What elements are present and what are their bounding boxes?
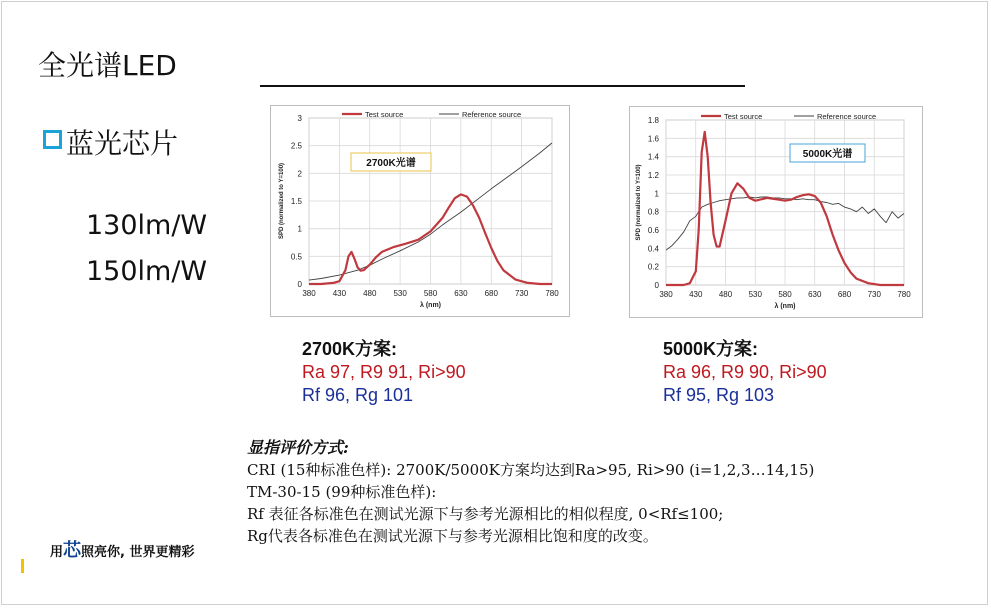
x-tick-label: 680	[837, 290, 852, 299]
y-tick-label: 0	[297, 280, 302, 289]
y-tick-label: 1	[297, 224, 302, 234]
x-tick-label: 430	[689, 290, 703, 299]
y-tick-label: 2	[297, 169, 302, 179]
x-tick-label: 680	[484, 289, 498, 298]
y-tick-label: 2.5	[290, 141, 302, 151]
spectrum-annotation: 2700K光谱	[366, 158, 416, 169]
y-tick-label: 0.6	[647, 226, 659, 235]
chart-5000k	[629, 106, 923, 318]
scheme-5000k-header: 5000K方案:	[663, 339, 759, 359]
y-tick-label: 1.8	[647, 116, 659, 125]
y-tick-label: 1.2	[647, 171, 659, 180]
y-tick-label: 1	[654, 189, 659, 199]
chart-5000k-svg	[630, 107, 922, 317]
notes-line-tm30: TM-30-15 (99种标准色样):	[247, 483, 437, 501]
slide-title: 全光谱LED	[38, 49, 177, 82]
x-tick-label: 530	[393, 289, 407, 298]
chart-2700k-svg	[271, 106, 569, 316]
evaluation-notes	[247, 437, 814, 547]
legend-label: Test source	[724, 112, 763, 121]
slogan-suffix: 照亮你, 世界更精彩	[81, 545, 195, 560]
efficacy-2: 150lm/W	[86, 256, 208, 287]
chart-2700k	[270, 105, 570, 317]
x-tick-label: 780	[897, 290, 911, 299]
notes-title: 显指评价方式:	[247, 438, 349, 457]
scheme-2700k-cri: Ra 97, R9 91, Ri>90	[302, 362, 466, 382]
x-axis-label: λ (nm)	[420, 302, 441, 309]
scheme-5000k	[663, 338, 827, 407]
x-tick-label: 780	[545, 289, 559, 298]
x-tick-label: 530	[748, 290, 762, 299]
accent-bar	[21, 559, 24, 573]
y-tick-label: 3	[297, 114, 302, 123]
spectrum-annotation: 5000K光谱	[802, 149, 853, 160]
x-tick-label: 480	[363, 289, 377, 298]
y-tick-label: 1.4	[647, 152, 659, 162]
slogan-prefix: 用	[50, 545, 64, 560]
notes-line-rg: Rg代表各标准色在测试光源下与参考光源相比饱和度的改变。	[247, 527, 658, 545]
x-tick-label: 430	[332, 289, 347, 298]
title-underline	[260, 85, 745, 87]
bullet-square-icon	[43, 130, 62, 149]
y-tick-label: 0.8	[647, 207, 659, 217]
slogan	[50, 536, 194, 562]
efficacy-1: 130lm/W	[86, 210, 208, 241]
scheme-5000k-tm30: Rf 95, Rg 103	[663, 385, 775, 405]
legend-label: Test source	[365, 110, 404, 119]
scheme-2700k-tm30: Rf 96, Rg 101	[302, 385, 414, 405]
y-tick-label: 0.5	[290, 252, 302, 262]
x-tick-label: 630	[454, 289, 468, 298]
bullet-heading: 蓝光芯片	[66, 127, 179, 160]
notes-line-cri: CRI (15种标准色样): 2700K/5000K方案均达到Ra>95, Ri>90 (i=1,2,3…14,15)	[247, 461, 815, 479]
x-tick-label: 580	[778, 290, 792, 299]
y-tick-label: 0	[654, 281, 659, 290]
slogan-emphasis: 芯	[63, 540, 82, 561]
x-tick-label: 580	[423, 289, 438, 298]
y-axis-label: SPD (normalized to Y=100)	[279, 162, 285, 240]
y-tick-label: 0.4	[647, 244, 659, 254]
scheme-2700k-header: 2700K方案:	[302, 339, 398, 359]
x-tick-label: 380	[659, 290, 673, 299]
y-axis-label: SPD (normalized to Y=100)	[636, 164, 642, 241]
x-tick-label: 630	[808, 290, 822, 299]
y-tick-label: 1.6	[647, 134, 659, 144]
scheme-2700k	[302, 338, 466, 407]
legend-label: Reference source	[817, 112, 877, 121]
y-tick-label: 1.5	[290, 197, 302, 206]
notes-line-rf: Rf 表征各标准色在测试光源下与参考光源相比的相似程度, 0<Rf≤100;	[247, 505, 724, 523]
x-tick-label: 380	[302, 289, 316, 298]
x-tick-label: 480	[718, 290, 733, 299]
x-axis-label: λ (nm)	[774, 303, 796, 310]
x-tick-label: 730	[867, 290, 881, 299]
y-tick-label: 0.2	[647, 262, 659, 272]
legend-label: Reference source	[462, 110, 522, 119]
scheme-5000k-cri: Ra 96, R9 90, Ri>90	[663, 362, 827, 382]
x-tick-label: 730	[514, 289, 529, 298]
